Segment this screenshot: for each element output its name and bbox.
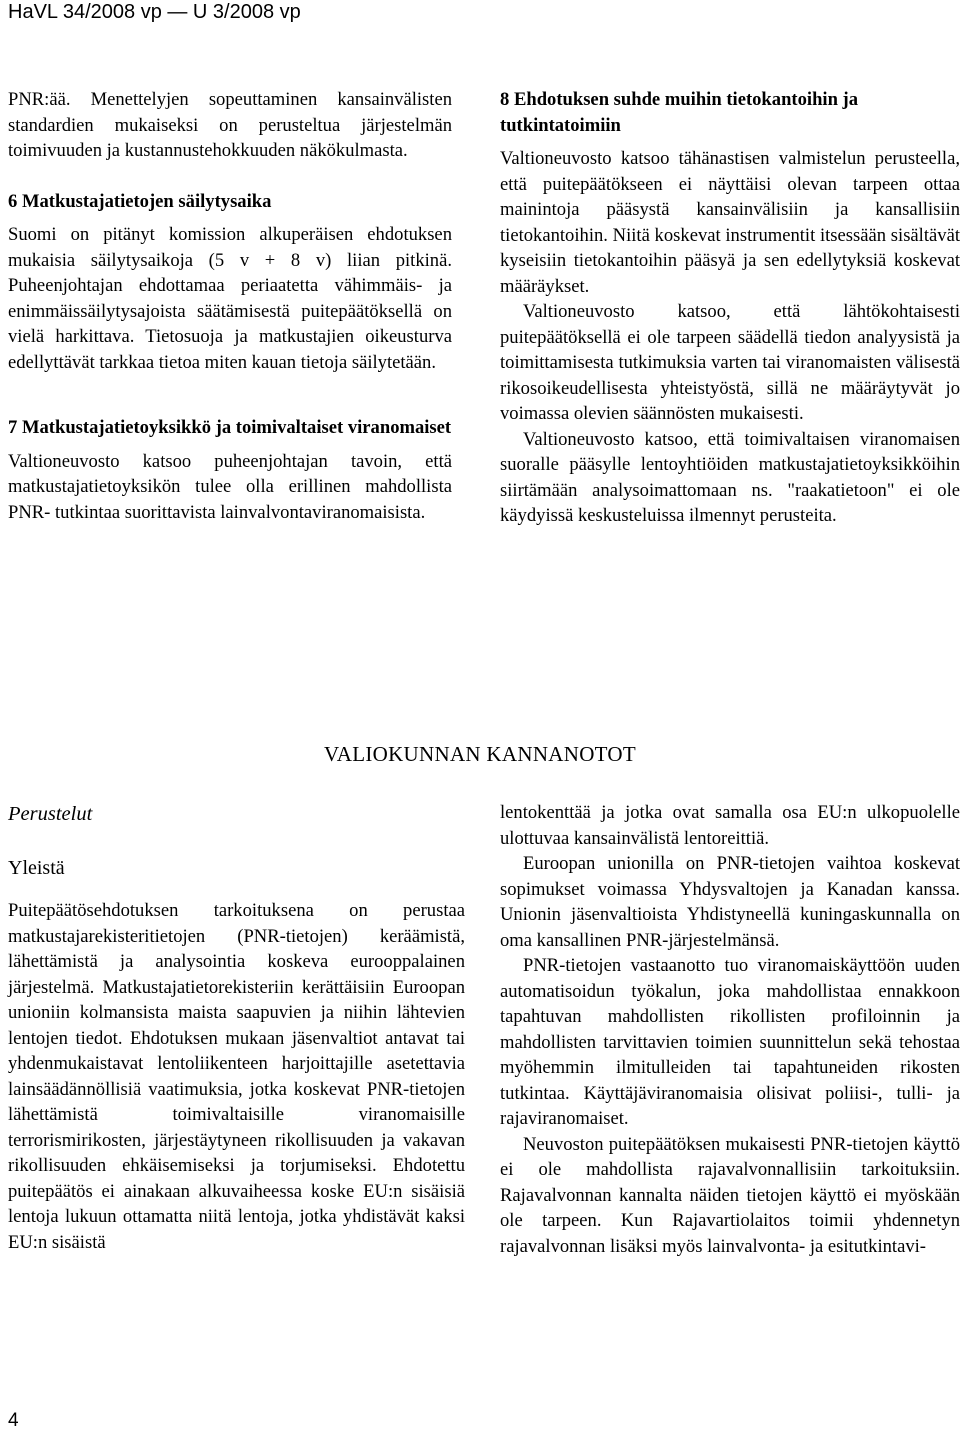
perustelut-heading: Perustelut	[8, 803, 93, 825]
section-8-paragraph-1: Valtioneuvosto katsoo tähänastisen valmistelun perusteella, että puitepäätökseen ei näyttäisi olevan tarpeen ottaa mainintoja pääsystä kansainvälisiin ja kansallisiin tietokantoihin. Niitä koskevat instrumentit itsessään sisältävät kyseisiin tietokantoihin pääsyä ja sen edellytyksiä koskevat määräykset.	[500, 148, 960, 297]
page-number: 4	[8, 1410, 19, 1431]
document-header: HaVL 34/2008 vp — U 3/2008 vp	[8, 1, 301, 23]
section-6-heading: 6 Matkustajatietojen säilytysaika	[8, 190, 272, 212]
section-8-paragraph-2: Valtioneuvosto katsoo, että lähtökohtaisesti puitepäätöksellä ei ole tarpeen säädellä tiedon analyysistä ja toimittamisesta tutkimuksia varten tai viranomaisten välisestä rikosoikeudellisesta yhteistyöstä, sillä ne määräytyvät jo voimassa olevien säännösten mukaisesti.	[500, 301, 960, 424]
right-column-top	[500, 87, 960, 529]
section-8-paragraph-3: Valtioneuvosto katsoo, että toimivaltaisen viranomaisen suoralle pääsylle lentoyhtiöiden matkustajatietoyksikköihin siirtämään analysoimattomaan ns. "raakatietoon" ei ole käydyissä keskusteluissa ilmennyt perusteita.	[500, 428, 960, 526]
left-column-top	[8, 87, 452, 525]
intro-paragraph: PNR:ää. Menettelyjen sopeuttaminen kansainvälisten standardien mukaiseksi on perusteltua järjestelmän toimivuuden ja kustannustehokkuuden näkökulmasta.	[8, 89, 452, 161]
right-bottom-paragraph-1: lentokenttää ja jotka ovat samalla osa EU:n ulkopuolelle ulottuvaa kansainvälistä lentoreittiä.	[500, 802, 960, 849]
section-8-heading: 8 Ehdotuksen suhde muihin tietokantoihin ja tutkintatoimiin	[500, 89, 859, 136]
right-column-bottom	[500, 800, 960, 1259]
yleista-heading: Yleistä	[8, 857, 65, 879]
right-bottom-paragraph-4: Neuvoston puitepäätöksen mukaisesti PNR-tietojen käyttö ei ole mahdollista rajavalvonnallisiin tarkoituksiin. Rajavalvonnan kannalta näiden tietojen käyttö ei myöskään ole tarpeen. Kun Rajavartiolaitos toimii yhdennetyn rajavalvonnan lisäksi myös lainvalvonta- ja esitutkintavi-	[500, 1133, 960, 1257]
section-7-paragraph: Valtioneuvosto katsoo puheenjohtajan tavoin, että matkustajatietoyksikön tulee olla erillinen mahdollista PNR- tutkintaa suorittavista lainvalvontaviranomaisista.	[8, 450, 452, 523]
right-bottom-paragraph-3: PNR-tietojen vastaanotto tuo viranomaiskäyttöön uuden automatisoidun työkalun, joka mahdollistaa ennakkoon tapahtuvan mahdollisten rikollisten profiloinnin ja mahdollisten tarvittavien toimien suunnittelun sekä tehostaa myöhemmin ilmitulleiden tai tapahtuneiden rikosten tutkintaa. Käyttäjäviranomaisia olisivat poliisi-, tulli- ja rajaviranomaiset.	[500, 955, 960, 1129]
left-column-bottom	[8, 800, 465, 1255]
yleista-paragraph: Puitepäätösehdotuksen tarkoituksena on perustaa matkustajarekisteritietojen (PNR-tietojen) keräämistä, lähettämistä ja analysointia koskeva eurooppalainen järjestelmä. Matkustajatietorekisteriin kerättäisiin Euroopan unioniin kolmansista maista saapuvien ja niihin lähtevien lentojen tiedot. Ehdotuksen mukaan jäsenvaltiot antavat tai yhdenmukaistavat lentoliikenteen harjoittajille asetettavia lainsäädännöllisiä vaatimuksia, jotka koskevat PNR-tietojen lähettämistä toimivaltaisille viranomaisille terrorismirikosten, järjestäytyneen rikollisuuden ja vakavan rikollisuuden ehkäisemiseksi ja torjumiseksi. Ehdotettu puitepäätös ei ainakaan alkuvaiheessa koske EU:n sisäisiä lentoja lukuun ottamatta niitä lentoja, jotka yhdistävät kaksi EU:n sisäistä	[8, 900, 465, 1253]
right-bottom-paragraph-2: Euroopan unionilla on PNR-tietojen vaihtoa koskevat sopimukset voimassa Yhdysvaltojen ja Kanadan kanssa. Unionin jäsenvaltioista Yhdistyneellä kuningaskunnalla on oma kansallinen PNR-järjestelmänsä.	[500, 853, 960, 951]
section-6-paragraph: Suomi on pitänyt komission alkuperäisen ehdotuksen mukaisia säilytysaikoja (5 v + 8 v) liian pitkinä. Puheenjohtajan ehdottamaa periaatetta vähimmäis- ja enimmäissäilytysajoista säätämisestä puitepäätöksellä on vielä harkittava. Tietosuoja ja matkustajien oikeusturva edellyttävät tarkkaa tietoa miten kauan tietoja säilytetään.	[8, 224, 452, 373]
section-heading: VALIOKUNNAN KANNANOTOT	[323, 742, 637, 766]
section-7-heading: 7 Matkustajatietoyksikkö ja toimivaltaiset viranomaiset	[8, 417, 452, 438]
